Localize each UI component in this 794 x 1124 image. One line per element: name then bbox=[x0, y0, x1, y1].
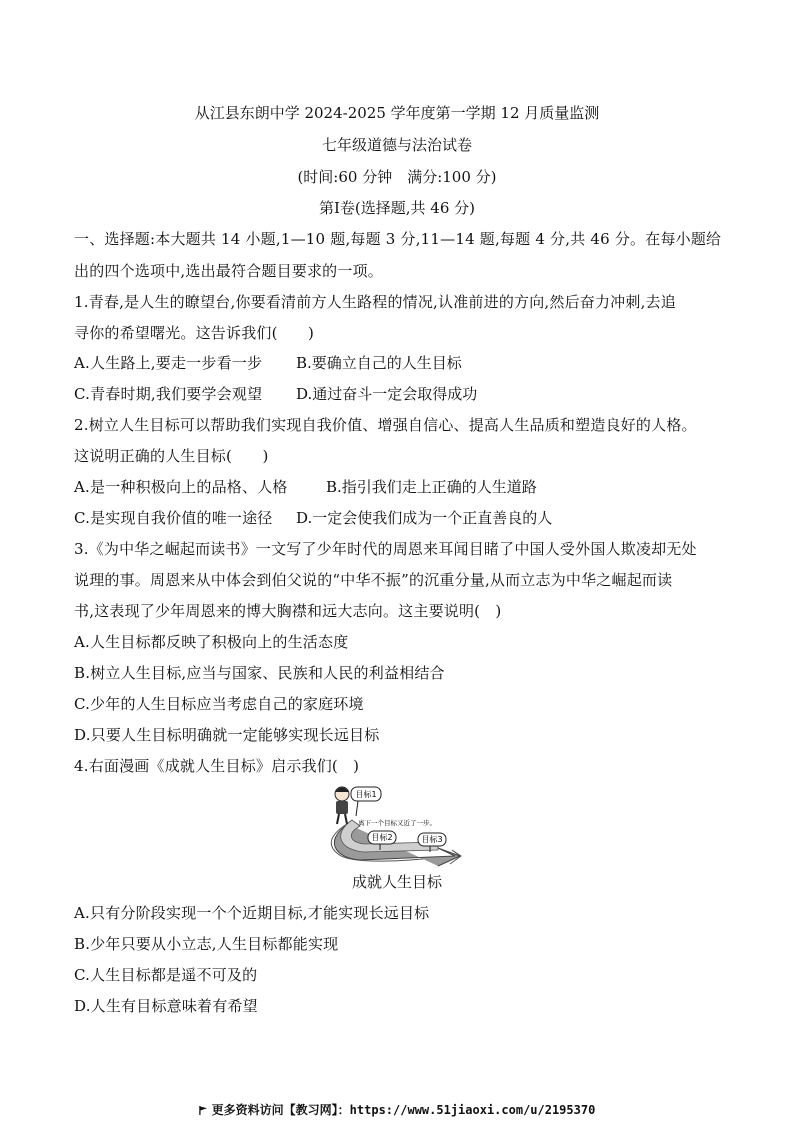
q4-option-d: D.人生有目标意味着有希望 bbox=[74, 997, 258, 1015]
cartoon-caption: 成就人生目标 bbox=[351, 873, 442, 891]
section-heading: 第Ⅰ卷(选择题,共 46 分) bbox=[318, 199, 476, 217]
q3-stem-line-3: 书,这表现了少年周恩来的博大胸襟和远大志向。这主要说明( ) bbox=[74, 602, 502, 620]
instructions-line-1: 一、选择题:本大题共 14 小题,1—10 题,每题 3 分,11—14 题,每题 4 分,共 46 分。在每小题给 bbox=[74, 230, 722, 248]
q3-option-a: A.人生目标都反映了积极向上的生活态度 bbox=[74, 633, 349, 651]
q2-option-b: B.指引我们走上正确的人生道路 bbox=[326, 478, 537, 496]
q2-stem-line-1: 2.树立人生目标可以帮助我们实现自我价值、增强自信心、提高人生品质和塑造良好的人格。 bbox=[74, 416, 697, 434]
q1-option-a: A.人生路上,要走一步看一步 bbox=[74, 354, 263, 372]
exam-time-info: (时间:60 分钟 满分:100 分) bbox=[297, 168, 497, 186]
q4-stem: 4.右面漫画《成就人生目标》启示我们( ) bbox=[74, 757, 360, 775]
q2-stem-line-2: 这说明正确的人生目标( ) bbox=[74, 447, 269, 465]
q1-option-d: D.通过奋斗一定会取得成功 bbox=[296, 385, 478, 403]
footer bbox=[0, 1101, 794, 1118]
boy-figure-icon bbox=[335, 787, 349, 824]
q1-option-c: C.青春时期,我们要学会观望 bbox=[74, 385, 263, 403]
goal2-label: 目标2 bbox=[371, 833, 393, 842]
exam-subject: 七年级道德与法治试卷 bbox=[321, 136, 472, 154]
exam-title: 从江县东朗中学 2024-2025 学年度第一学期 12 月质量监测 bbox=[194, 104, 600, 122]
q4-option-a: A.只有分阶段实现一个个近期目标,才能实现长远目标 bbox=[74, 904, 430, 922]
q1-stem-line-2: 寻你的希望曙光。这告诉我们( ) bbox=[74, 324, 315, 342]
q1-stem-line-1: 1.青春,是人生的瞭望台,你要看清前方人生路程的情况,认准前进的方向,然后奋力冲刺,去追 bbox=[74, 293, 676, 311]
goal1-label: 目标1 bbox=[355, 790, 377, 799]
q4-option-b: B.少年只要从小立志,人生目标都能实现 bbox=[74, 935, 339, 953]
cartoon-speech: 离下一个目标又近了一步。 bbox=[358, 819, 436, 827]
q2-option-c: C.是实现自我价值的唯一途径 bbox=[74, 509, 273, 527]
cartoon-image bbox=[320, 780, 470, 868]
q3-stem-line-2: 说理的事。周恩来从中体会到伯父说的“中华不振”的沉重分量,从而立志为中华之崛起而读 bbox=[74, 571, 673, 589]
q2-option-d: D.一定会使我们成为一个正直善良的人 bbox=[296, 509, 553, 527]
q3-option-b: B.树立人生目标,应当与国家、民族和人民的利益相结合 bbox=[74, 664, 445, 682]
q1-option-b: B.要确立自己的人生目标 bbox=[296, 354, 462, 372]
q3-option-d: D.只要人生目标明确就一定能够实现长远目标 bbox=[74, 726, 380, 744]
q3-option-c: C.少年的人生目标应当考虑自己的家庭环境 bbox=[74, 695, 364, 713]
instructions-line-2: 出的四个选项中,选出最符合题目要求的一项。 bbox=[74, 262, 383, 280]
goal1-bubble bbox=[351, 787, 381, 816]
q4-option-c: C.人生目标都是遥不可及的 bbox=[74, 966, 258, 984]
q2-option-a: A.是一种积极向上的品格、人格 bbox=[74, 478, 288, 496]
q3-stem-line-1: 3.《为中华之崛起而读书》一文写了少年时代的周恩来耳闻目睹了中国人受外国人欺凌却无处 bbox=[74, 540, 697, 558]
flag-icon bbox=[199, 1106, 208, 1115]
footer-link[interactable]: 更多资料访问【教习网】：https://www.51jiaoxi.com/u/2195370 bbox=[211, 1103, 596, 1117]
goal3-label: 目标3 bbox=[421, 835, 443, 844]
